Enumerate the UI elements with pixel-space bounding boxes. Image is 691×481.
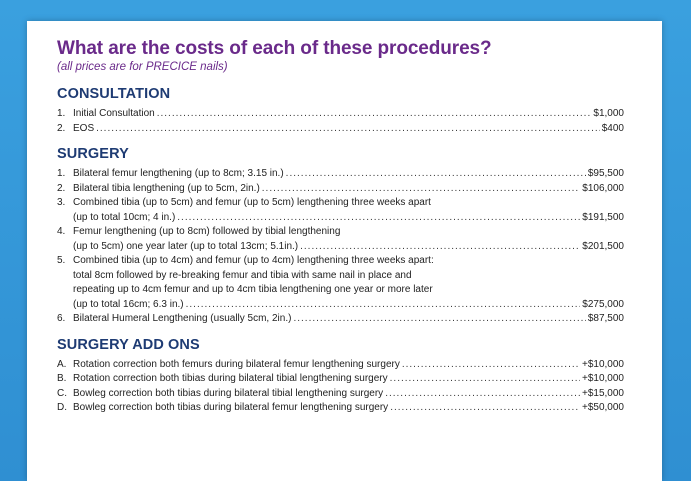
list-item [57,182,624,197]
item-price-line [57,240,624,255]
item-line [57,254,624,269]
item-continuation-line [57,269,624,284]
item-price: +$10,000 [582,358,624,370]
dot-leader [385,387,580,402]
item-price: $87,500 [587,313,624,324]
item-text: (up to total 16cm; 6.3 in.) [73,298,184,310]
item-text: Bilateral Humeral Lengthening (usually 5cm, 2in.) [73,313,292,324]
item-price: $400 [601,122,624,134]
dot-leader [390,372,580,387]
item-number: 5. [57,255,66,266]
item-price: +$10,000 [582,373,624,384]
item-text-line: total 8cm followed by re-breaking femur and tibia with same nail in place and [73,269,412,281]
list-item [57,312,624,327]
item-text-line: Combined tibia (up to 4cm) and femur (up to 4cm) lengthening three weeks apart: [73,255,434,266]
item-price-line [57,387,624,402]
item-number: A. [57,358,67,370]
surgery-section [57,146,624,327]
item-text-line: Femur lengthening (up to 8cm) followed by tibial lengthening [73,226,341,237]
item-price-line [57,107,624,122]
item-number: B. [57,373,67,384]
list-item [57,358,624,373]
list-item [57,122,624,137]
item-price: $275,000 [582,298,624,310]
item-price-line [57,122,624,137]
dot-leader [96,122,600,137]
page-subtitle: (all prices are for PRECICE nails) [57,61,228,73]
item-price-line [57,312,624,327]
price-sheet [27,21,662,481]
list-item [57,372,624,387]
item-price-line [57,372,624,387]
dot-leader [286,167,586,182]
item-price-line [57,401,624,416]
dot-leader [157,107,592,122]
item-number: 1. [57,108,66,119]
dot-leader [293,312,585,327]
item-price: $95,500 [587,168,624,179]
dot-leader [390,401,580,416]
item-number: 2. [57,182,66,194]
item-line [57,196,624,211]
item-text: EOS [73,122,95,134]
consultation-list [57,107,624,136]
list-item [57,107,624,122]
item-text: Initial Consultation [73,108,155,119]
item-text: Rotation correction both femurs during bilateral femur lengthening surgery [73,358,400,370]
addons-section [57,337,624,416]
item-price-line [57,167,624,182]
item-price: $191,500 [582,211,624,223]
item-text: (up to 5cm) one year later (up to total 13cm; 5.1in.) [73,240,299,252]
item-text: Bilateral tibia lengthening (up to 5cm, 2in.) [73,182,260,194]
item-text-line: Combined tibia (up to 5cm) and femur (up to 5cm) lengthening three weeks apart [73,197,431,208]
surgery-heading: SURGERY [57,146,129,162]
item-number: 3. [57,197,66,208]
item-text: Bowleg correction both tibias during bilateral tibial lengthening surgery [73,387,384,399]
item-text-line: repeating up to 4cm femur and up to 4cm tibia lengthening one year or more later [73,284,433,295]
item-text: Bilateral femur lengthening (up to 8cm; 3.15 in.) [73,168,284,179]
item-continuation-line [57,283,624,298]
item-price: +$50,000 [582,402,624,413]
item-price-line [57,182,624,197]
dot-leader [262,182,581,197]
item-price-line [57,298,624,313]
list-item [57,401,624,416]
item-price: $201,500 [582,240,624,252]
addons-heading: SURGERY ADD ONS [57,336,200,353]
item-price-line [57,211,624,226]
item-price: +$15,000 [582,387,624,399]
dot-leader [300,240,580,255]
surgery-list [57,167,624,327]
item-number: 6. [57,313,66,324]
item-price: $106,000 [582,182,624,194]
list-item [57,254,624,312]
item-line [57,225,624,240]
dot-leader [177,211,580,226]
item-text: (up to total 10cm; 4 in.) [73,211,176,223]
item-number: D. [57,402,67,413]
item-price-line [57,358,624,373]
item-text: Bowleg correction both tibias during bilateral femur lengthening surgery [73,402,389,413]
consultation-section [57,86,624,136]
item-text: Rotation correction both tibias during bilateral tibial lengthening surgery [73,373,388,384]
list-item [57,167,624,182]
list-item [57,387,624,402]
item-number: 2. [57,122,66,134]
dot-leader [186,298,581,313]
dot-leader [402,358,580,373]
addons-list [57,358,624,416]
item-price: $1,000 [593,108,624,119]
list-item [57,225,624,254]
item-number: 1. [57,168,66,179]
sheet-content [57,38,624,426]
list-item [57,196,624,225]
consultation-heading: CONSULTATION [57,86,171,102]
page-title: What are the costs of each of these procedures? [57,38,492,59]
item-number: 4. [57,226,66,237]
item-number: C. [57,387,67,399]
